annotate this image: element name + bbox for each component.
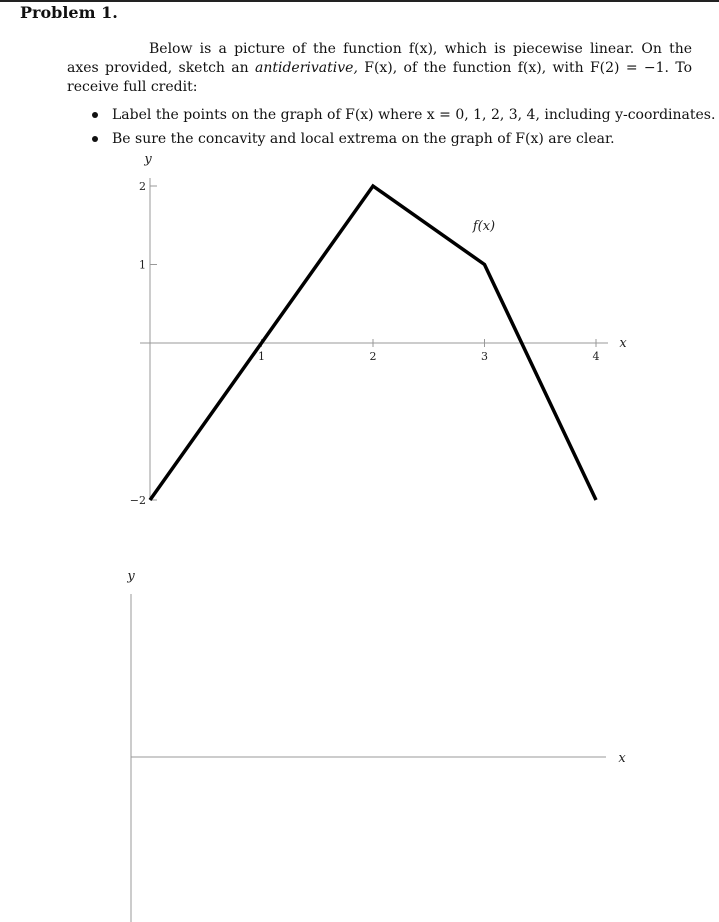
requirement-text: Label the points on the graph of F(x) where x = 0, 1, 2, 3, 4, including y-coordinates. <box>112 107 716 123</box>
f-curve-label: f(x) <box>472 219 496 234</box>
problem-heading: Problem 1. <box>20 3 118 22</box>
x-tick-label: 4 <box>592 350 600 363</box>
statement-emphasis: antiderivative, <box>255 60 358 76</box>
y-tick-label: 2 <box>139 180 146 193</box>
f-plot-x-label: x <box>619 336 627 351</box>
y-tick-label: 1 <box>139 258 146 272</box>
f-plot-y-label: y <box>144 152 152 167</box>
x-tick-label: 1 <box>258 350 265 363</box>
x-tick-label: 3 <box>481 350 488 363</box>
answer-x-label: x <box>618 751 626 766</box>
y-tick-label: −2 <box>129 494 146 507</box>
answer-y-label: y <box>127 569 135 584</box>
statement-part-2: F(x), of the function f(x), with F(2) = −1. To receive full credit: <box>67 60 692 95</box>
statement-part-1: Below is a picture of the function f(x), which is piecewise linear. On the axes provided, sketch an <box>67 41 692 76</box>
requirement-text: Be sure the concavity and local extrema on the graph of F(x) are clear. <box>112 131 615 147</box>
x-tick-label: 2 <box>369 350 377 363</box>
